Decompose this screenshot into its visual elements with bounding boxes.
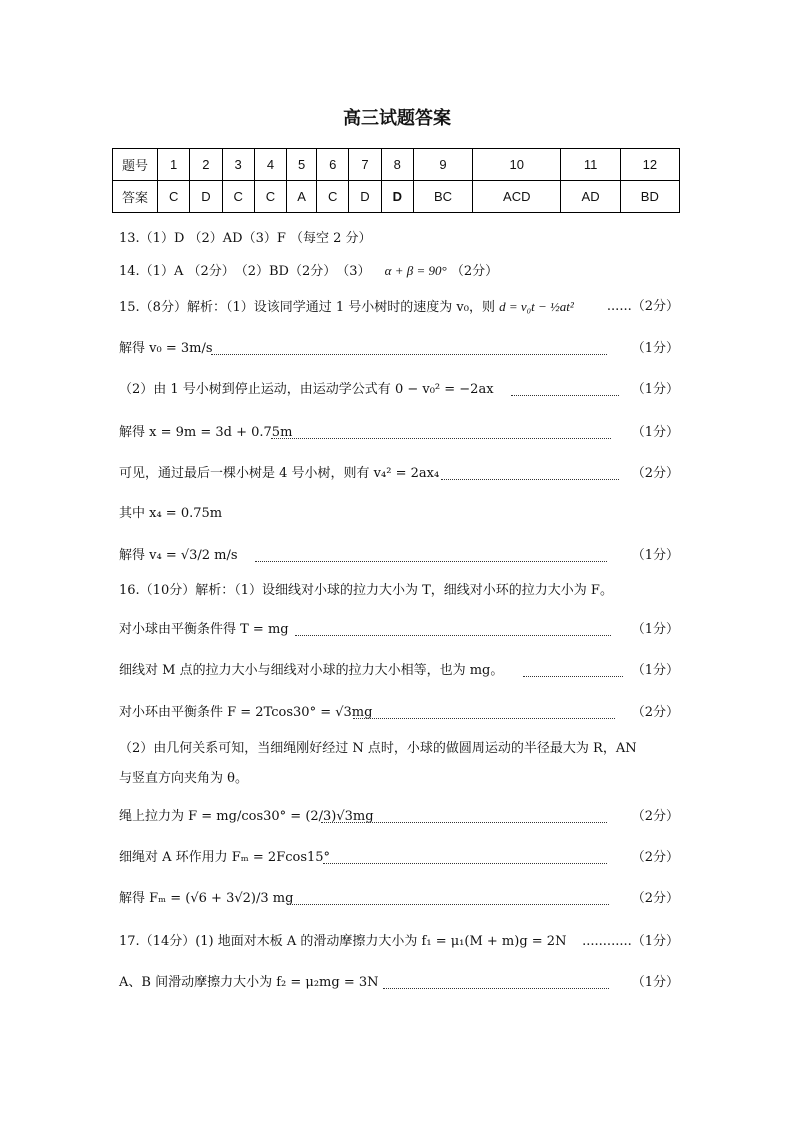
q13-text: 13.（1）D （2）AD（3）F （每空 2 分） — [119, 231, 372, 246]
q16-line-6 — [119, 770, 679, 788]
answer-table-number-row — [113, 149, 680, 181]
leader-dots — [383, 974, 609, 989]
question-number-cell: 5 — [287, 149, 317, 181]
q16-text-4: 对小环由平衡条件 F = 2Tcos30° = √3mg — [119, 705, 373, 720]
q16-line-3 — [119, 662, 679, 680]
q13-line — [119, 230, 679, 248]
answer-cell: D — [190, 181, 222, 213]
answer-cell: BD — [620, 181, 679, 213]
answer-cell: AD — [561, 181, 620, 213]
q14-score: （2分） — [450, 264, 499, 279]
q16-line-8 — [119, 849, 679, 867]
q15-intro: 15.（8分）解析：（1）设该同学通过 1 号小树时的速度为 v₀，则 — [119, 300, 495, 315]
q16-score-9: （2分） — [631, 891, 679, 906]
answer-table-answer-row — [113, 181, 680, 213]
question-number-cell: 2 — [190, 149, 222, 181]
q16-intro-line — [119, 582, 679, 600]
leader-dots — [321, 808, 607, 823]
q15-line-4 — [119, 424, 679, 442]
q15-text-5: 可见，通过最后一棵小树是 4 号小树，则有 v₄² = 2ax₄ — [119, 466, 440, 481]
q16-text-7: 绳上拉力为 F = mg/cos30° = (2/3)√3mg — [119, 809, 374, 824]
q15-text-3: （2）由 1 号小树到停止运动，由运动学公式有 0 − v₀² = −2ax — [119, 382, 494, 397]
q17-line-2 — [119, 974, 679, 992]
q17-score-2: （1分） — [631, 975, 679, 990]
question-number-cell: 4 — [254, 149, 286, 181]
leader-dots — [323, 849, 607, 864]
question-number-cell: 6 — [317, 149, 349, 181]
q16-text-8: 细绳对 A 环作用力 Fₘ = 2Fcos15° — [119, 850, 331, 865]
q15-text-4: 解得 x = 9m = 3d + 0.75m — [119, 425, 293, 440]
q16-score-3: （1分） — [631, 663, 679, 678]
q15-line-6 — [119, 505, 679, 523]
question-number-cell: 8 — [381, 149, 413, 181]
question-number-cell: 9 — [413, 149, 472, 181]
q15-line-3 — [119, 381, 679, 399]
q16-line-9 — [119, 890, 679, 908]
answer-table — [112, 148, 680, 213]
q16-score-7: （2分） — [631, 809, 679, 824]
q14-text: 14.（1）A （2分） （2）BD（2分） （3） — [119, 264, 371, 279]
q16-text-6: 与竖直方向夹角为 θ。 — [119, 771, 248, 786]
answer-cell: C — [222, 181, 254, 213]
q17-score-1: ............（1分） — [582, 934, 679, 949]
leader-dots — [211, 340, 607, 355]
q15-score-5: （2分） — [631, 466, 679, 481]
leader-dots — [441, 465, 619, 480]
answer-cell: C — [254, 181, 286, 213]
answer-cell: C — [158, 181, 190, 213]
q15-intro-line — [119, 298, 679, 317]
q17-text-1: 17.（14分）(1) 地面对木板 A 的滑动摩擦力大小为 f₁ = μ₁(M + m)g = 2N — [119, 934, 567, 949]
leader-dots — [523, 662, 623, 677]
q16-score-8: （2分） — [631, 850, 679, 865]
answer-cell: C — [317, 181, 349, 213]
q15-score-7: （1分） — [631, 548, 679, 563]
q15-line-5 — [119, 465, 679, 483]
q15-score-3: （1分） — [631, 382, 679, 397]
q16-text-9: 解得 Fₘ = (√6 + 3√2)/3 mg — [119, 891, 294, 906]
question-number-cell: 11 — [561, 149, 620, 181]
q15-equation: d = v₀t − ½at² — [499, 299, 574, 314]
q15-text-6: 其中 x₄ = 0.75m — [119, 506, 223, 521]
q15-line-2 — [119, 340, 679, 358]
q16-score-4: （2分） — [631, 705, 679, 720]
q16-text-2: 对小球由平衡条件得 T = mg — [119, 622, 289, 637]
answer-cell: D — [349, 181, 381, 213]
q14-equation: α + β = 90° — [384, 263, 447, 278]
answer-cell: BC — [413, 181, 472, 213]
question-number-cell: 12 — [620, 149, 679, 181]
answer-cell: ACD — [473, 181, 561, 213]
q16-line-4 — [119, 704, 679, 722]
q15-score-4: （1分） — [631, 425, 679, 440]
q16-intro: 16.（10分）解析：（1）设细线对小球的拉力大小为 T，细线对小环的拉力大小为 F。 — [119, 583, 613, 598]
question-number-cell: 3 — [222, 149, 254, 181]
answer-header: 答案 — [113, 181, 158, 213]
q15-score-2: （1分） — [631, 341, 679, 356]
q16-line-5 — [119, 740, 679, 758]
leader-dots — [287, 890, 609, 905]
leader-dots — [255, 547, 607, 562]
answer-cell: A — [287, 181, 317, 213]
q16-line-7 — [119, 808, 679, 826]
leader-dots — [511, 381, 619, 396]
q15-score-1: ......（2分） — [606, 299, 679, 314]
q16-text-5: （2）由几何关系可知，当细绳刚好经过 N 点时，小球的做圆周运动的半径最大为 R，AN — [119, 741, 637, 756]
question-number-header: 题号 — [113, 149, 158, 181]
page-title: 高三试题答案 — [343, 108, 451, 129]
question-number-cell: 1 — [158, 149, 190, 181]
leader-dots — [353, 704, 615, 719]
q16-text-3: 细线对 M 点的拉力大小与细线对小球的拉力大小相等，也为 mg。 — [119, 663, 504, 678]
leader-dots — [295, 621, 611, 636]
q16-score-2: （1分） — [631, 622, 679, 637]
q15-text-7: 解得 v₄ = √3/2 m/s — [119, 548, 238, 563]
q15-text-2: 解得 v₀ = 3m/s — [119, 341, 213, 356]
q14-line — [119, 262, 679, 281]
question-number-cell: 7 — [349, 149, 381, 181]
q16-line-2 — [119, 621, 679, 639]
answer-cell: D — [381, 181, 413, 213]
q17-line-1 — [119, 933, 679, 951]
leader-dots — [271, 424, 611, 439]
q15-line-7 — [119, 547, 679, 565]
question-number-cell: 10 — [473, 149, 561, 181]
q17-text-2: A、B 间滑动摩擦力大小为 f₂ = μ₂mg = 3N — [119, 975, 379, 990]
